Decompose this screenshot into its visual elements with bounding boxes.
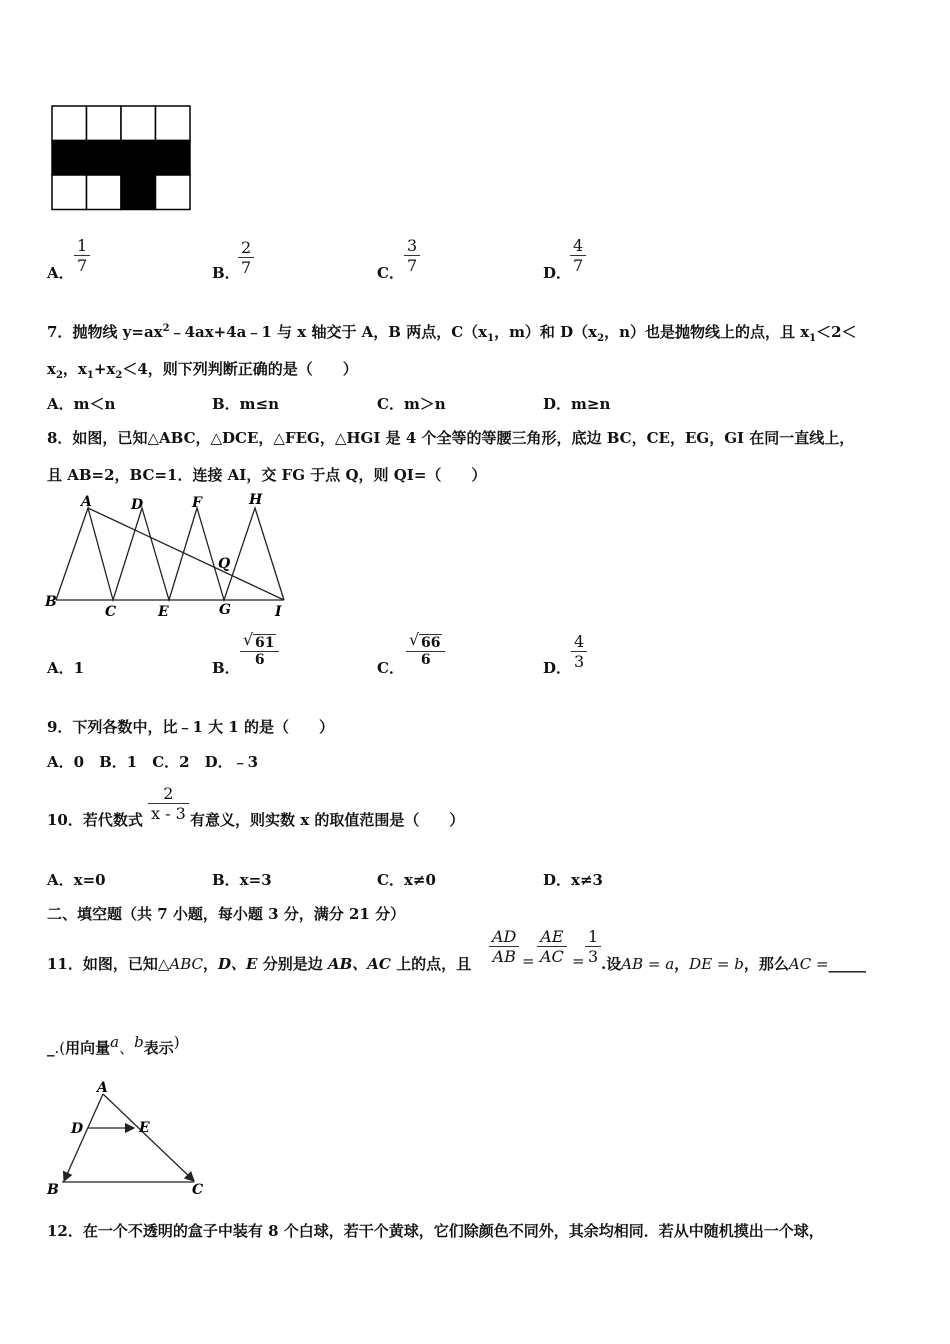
q10-option-d: D．x≠3	[543, 871, 603, 889]
q6-option-d-fraction: $\frac{4}{7}$	[570, 236, 586, 275]
q8-option-d-fraction: $\frac{4}{3}$	[571, 632, 587, 671]
q10-option-a: A．x=0	[47, 871, 106, 889]
q11-fraction-one-third: $\frac{1}{3}$	[585, 927, 601, 966]
q9-options: A．0 B．1 C．2 D．﹣3	[47, 753, 259, 771]
q10-stem-suffix: 有意义，则实数 x 的取值范围是（ ）	[190, 811, 465, 829]
label-q: Q	[218, 556, 231, 572]
label-c: C	[105, 604, 117, 620]
q6-option-a: A．	[47, 264, 74, 282]
q10-option-b: B．x=3	[212, 871, 272, 889]
grid-cell	[121, 141, 156, 176]
q8-option-b-fraction: √ 61 6	[240, 632, 279, 668]
q7-option-a: A．m＜n	[47, 395, 116, 413]
grid-cell	[52, 175, 87, 210]
q8-option-a: A．1	[47, 659, 85, 677]
q9-stem: 9．下列各数中，比﹣1 大 1 的是（ ）	[47, 718, 334, 736]
q11-stem-line2: _.(用向量a、b表示)	[47, 1033, 180, 1057]
grid-figure	[50, 104, 194, 214]
label-b: B	[47, 1182, 59, 1198]
q11-fraction-ae-ac: $\frac{AE}{AC}$	[537, 927, 567, 966]
grid-cell	[156, 175, 191, 210]
label-i: I	[275, 604, 282, 620]
grid-cell	[156, 141, 191, 176]
q8-option-c: C．	[377, 659, 404, 677]
q6-option-d: D．	[543, 264, 572, 282]
q11-triangle-figure	[44, 1080, 214, 1200]
grid-cell	[121, 175, 156, 210]
q8-stem-line2: 且 AB=2，BC=1．连接 AI，交 FG 于点 Q，则 QI=（ ）	[47, 466, 487, 484]
grid-cell	[52, 106, 87, 141]
label-d: D	[131, 497, 144, 513]
q12-stem-line1: 12．在一个不透明的盒子中装有 8 个白球，若干个黄球，它们除颜色不同外，其余均相同．若从中随机摸出一个球，	[47, 1222, 824, 1240]
q8-option-d: D．	[543, 659, 572, 677]
q7-option-d: D．m≥n	[543, 395, 611, 413]
grid-cell	[121, 106, 156, 141]
q10-fraction: $\frac{2}{x - 3}$	[148, 784, 189, 823]
label-e: E	[139, 1120, 150, 1136]
q11-eq2: =	[572, 952, 585, 970]
q11-stem-prefix: 11．如图，已知△ABC，D、E 分别是边 AB、AC 上的点，且	[47, 955, 472, 973]
q6-option-c-fraction: $\frac{3}{7}$	[404, 236, 420, 275]
q6-option-c: C．	[377, 264, 404, 282]
grid-cell	[87, 141, 122, 176]
grid-cell	[156, 106, 191, 141]
q7-option-b: B．m≤n	[212, 395, 280, 413]
q11-stem-suffix: .设AB = a，DE = b，那么AC =_____	[601, 955, 867, 973]
label-a: A	[81, 494, 92, 510]
q8-option-b: B．	[212, 659, 240, 677]
label-e: E	[158, 604, 169, 620]
label-c: C	[192, 1182, 204, 1198]
grid-cell	[52, 141, 87, 176]
q7-option-c: C．m＞n	[377, 395, 446, 413]
q10-stem-prefix: 10．若代数式	[47, 811, 143, 829]
q7-stem-line2: $x_2$，$x_1+x_2<4$，则下列判断正确的是（ ）	[47, 360, 358, 381]
q6-option-a-fraction: $\frac{1}{7}$	[74, 236, 90, 275]
label-f: F	[192, 495, 202, 511]
grid-cell	[87, 175, 122, 210]
q11-eq1: =	[522, 952, 535, 970]
label-g: G	[219, 602, 231, 618]
section-2-title: 二、填空题（共 7 小题，每小题 3 分，满分 21 分）	[47, 905, 406, 923]
q8-stem-line1: 8．如图，已知△ABC，△DCE，△FEG，△HGI 是 4 个全等的等腰三角形，底边 BC，CE，EG，GI 在同一直线上，	[47, 429, 855, 447]
q10-option-c: C．x≠0	[377, 871, 436, 889]
q6-option-b: B．	[212, 264, 240, 282]
q6-option-b-fraction: $\frac{2}{7}$	[238, 238, 254, 277]
q8-option-c-fraction: √ 66 6	[406, 632, 445, 668]
label-b: B	[45, 594, 57, 610]
q11-fraction-ad-ab: $\frac{AD}{AB}$	[489, 927, 519, 966]
label-a: A	[97, 1080, 108, 1096]
label-d: D	[71, 1121, 84, 1137]
label-h: H	[249, 492, 263, 508]
q8-triangles-figure	[44, 490, 289, 620]
grid-cell	[87, 106, 122, 141]
q7-stem-line1: 7．抛物线 $y=ax^2﹣4ax+4a﹣1$ 与 x 轴交于 A，B 两点，$C(x_1$，m）和 $D(x_2$，n）也是抛物线上的点，且 $x_1<2<$	[47, 323, 857, 344]
